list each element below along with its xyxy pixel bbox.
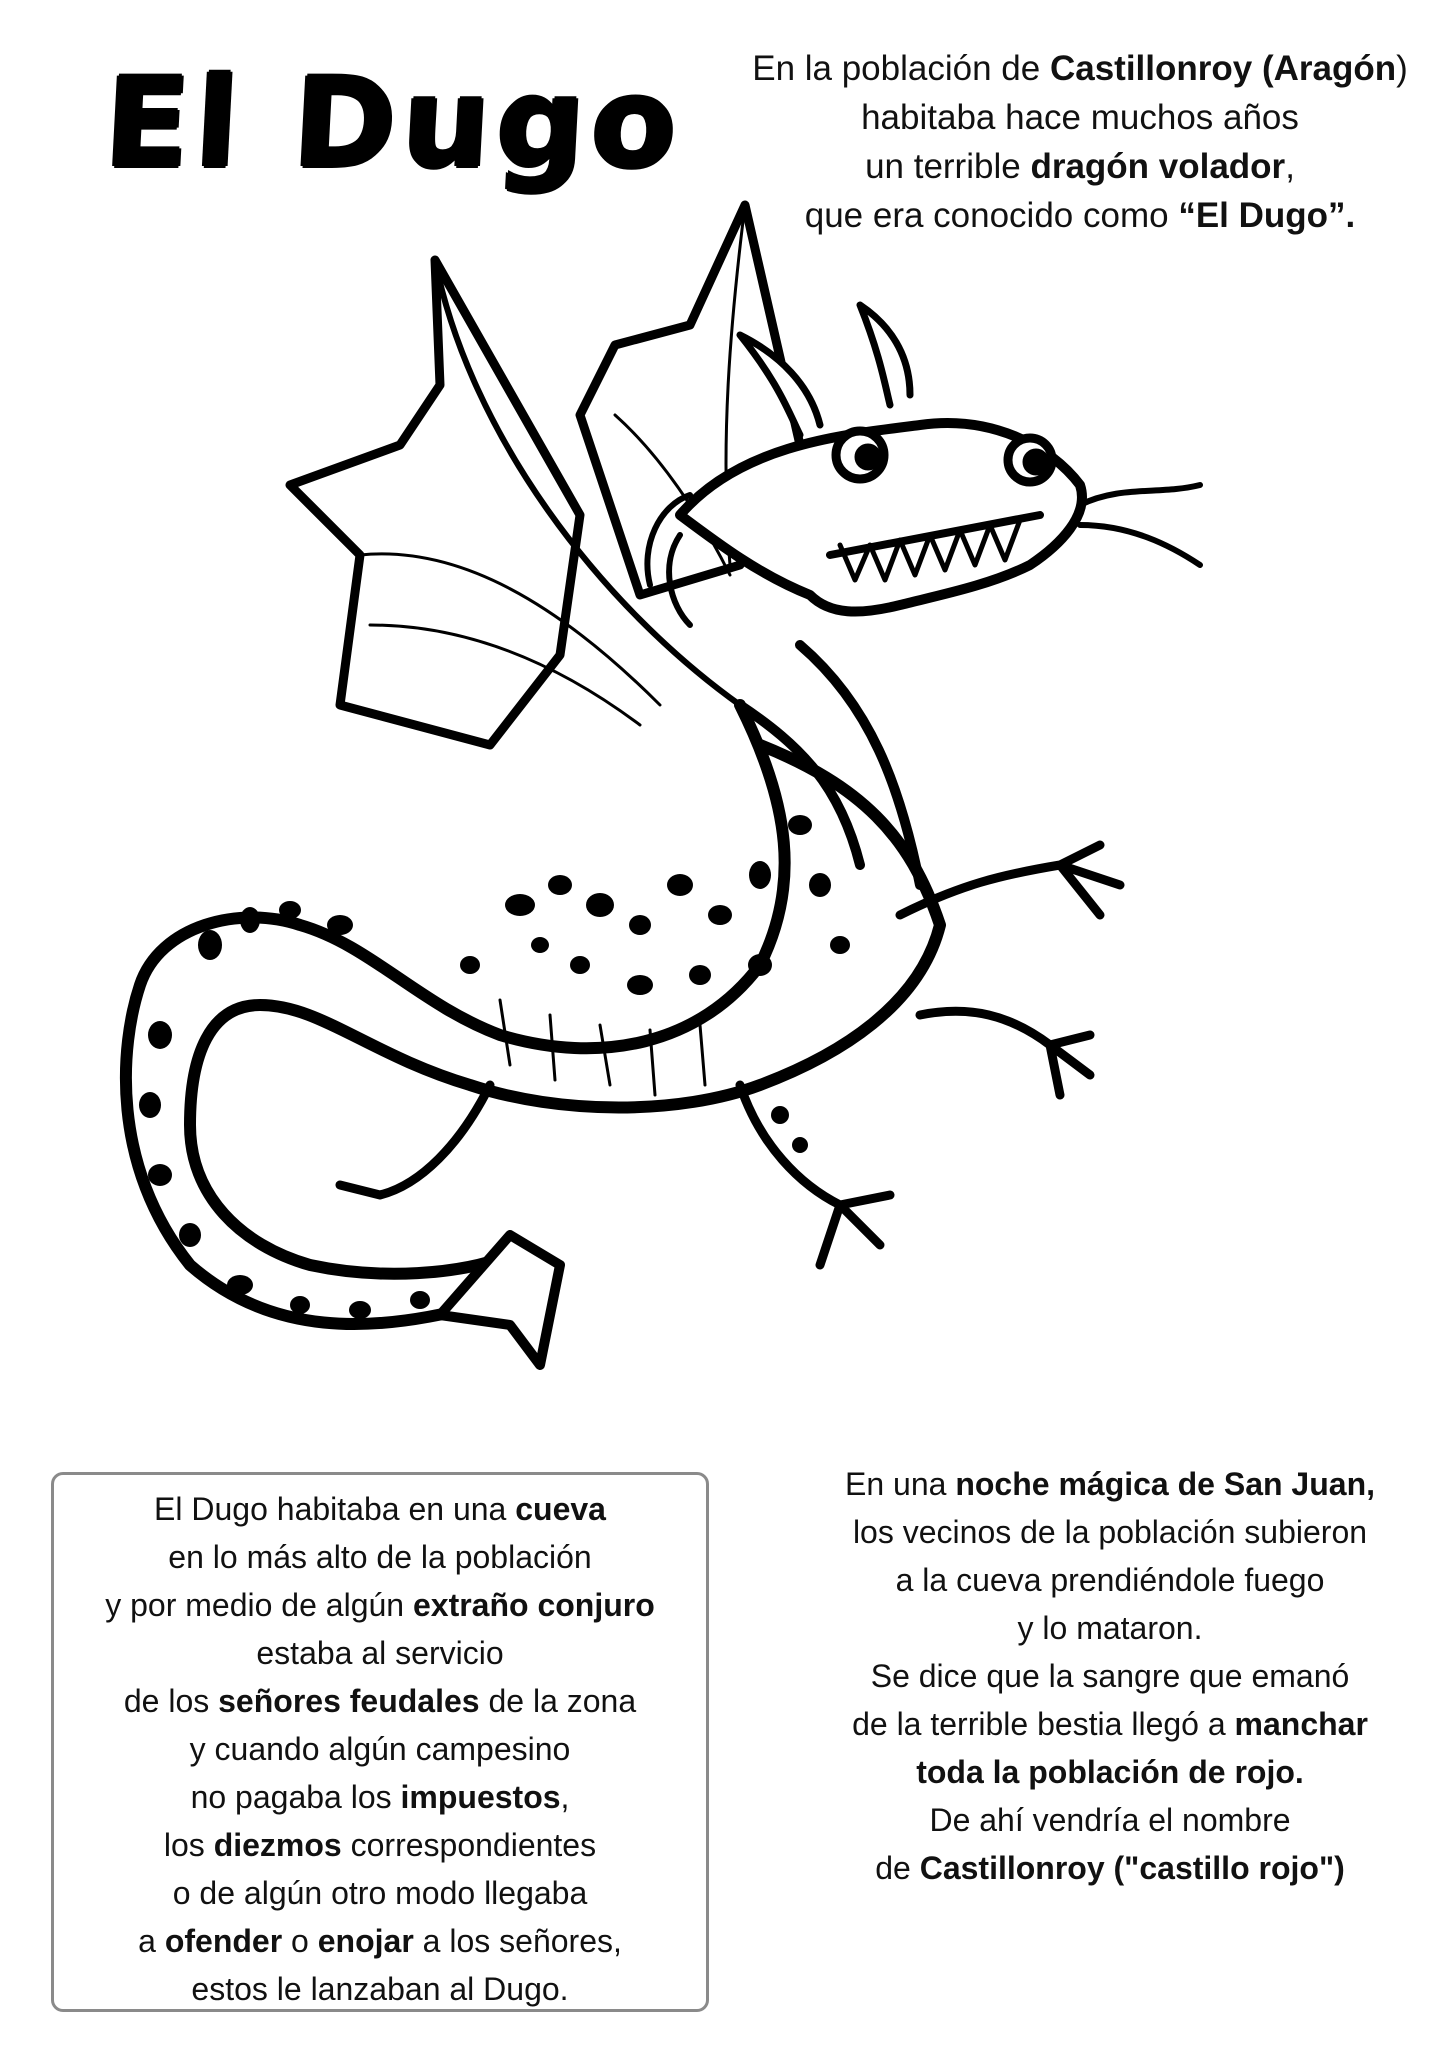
right-line: y lo mataron. — [1017, 1610, 1203, 1646]
text-run: de los — [123, 1683, 219, 1719]
dragon-illustration — [40, 185, 1270, 1470]
bold-run: diezmos — [213, 1827, 342, 1863]
text-run: El Dugo habitaba en una — [154, 1491, 516, 1527]
text-run: ) — [1396, 49, 1408, 88]
box-line — [54, 1821, 706, 1869]
text-run: , — [560, 1779, 570, 1815]
text-run: , — [1285, 147, 1295, 186]
bold-run: extraño conjuro — [412, 1587, 655, 1623]
bold-run: ofender — [164, 1923, 283, 1959]
text-run: a — [138, 1923, 165, 1959]
box-line: o de algún otro modo llegaba — [172, 1875, 588, 1911]
right-line: Se dice que la sangre que emanó — [870, 1658, 1350, 1694]
text-run: no pagaba los — [190, 1779, 401, 1815]
text-run: un terrible — [865, 147, 1031, 186]
bold-run: enojar — [317, 1923, 414, 1959]
intro-line — [740, 142, 1420, 191]
box-line — [54, 1773, 706, 1821]
box-line — [54, 1581, 706, 1629]
box-line: estos le lanzaban al Dugo. — [191, 1971, 569, 2007]
bold-run: cueva — [515, 1491, 606, 1527]
bold-run: “El Dugo”. — [1178, 196, 1356, 235]
story-box — [51, 1472, 709, 2012]
box-line — [54, 1917, 706, 1965]
bold-run: noche mágica de San Juan, — [955, 1466, 1375, 1502]
right-line: los vecinos de la población subieron — [852, 1514, 1368, 1550]
text-run: o — [282, 1923, 318, 1959]
bold-run: toda la población de rojo. — [916, 1754, 1304, 1790]
text-run: los — [163, 1827, 214, 1863]
right-line — [780, 1700, 1440, 1748]
bold-run: impuestos — [400, 1779, 561, 1815]
right-line: De ahí vendría el nombre — [929, 1802, 1291, 1838]
right-line — [780, 1460, 1440, 1508]
box-line: estaba al servicio — [256, 1635, 504, 1671]
intro-line — [740, 44, 1420, 93]
box-line: y cuando algún campesino — [189, 1731, 571, 1767]
text-run: de — [875, 1850, 920, 1886]
dragon-icon — [40, 185, 1270, 1470]
bold-run: manchar — [1234, 1706, 1368, 1742]
page-title: El Dugo — [101, 52, 687, 196]
right-line: a la cueva prendiéndole fuego — [895, 1562, 1325, 1598]
right-line — [780, 1844, 1440, 1892]
box-line: en lo más alto de la población — [168, 1539, 592, 1575]
bold-run: dragón volador — [1030, 147, 1286, 186]
bold-run: Castillonroy ("castillo rojo") — [919, 1850, 1345, 1886]
bold-run: señores feudales — [218, 1683, 480, 1719]
text-run: En una — [845, 1466, 956, 1502]
bold-run: (Aragón — [1252, 49, 1397, 88]
bold-run: Castillonroy — [1049, 49, 1253, 88]
text-run: En la población de — [752, 49, 1050, 88]
intro-line: habitaba hace muchos años — [861, 98, 1299, 137]
text-run: correspondientes — [341, 1827, 597, 1863]
box-line — [54, 1485, 706, 1533]
box-line — [54, 1677, 706, 1725]
text-run: a los señores, — [413, 1923, 622, 1959]
right-line — [780, 1748, 1440, 1796]
text-run: y por medio de algún — [105, 1587, 413, 1623]
text-run: que era conocido como — [804, 196, 1179, 235]
ending-paragraph — [780, 1460, 1440, 1892]
text-run: de la zona — [479, 1683, 637, 1719]
text-run: de la terrible bestia llegó a — [852, 1706, 1235, 1742]
